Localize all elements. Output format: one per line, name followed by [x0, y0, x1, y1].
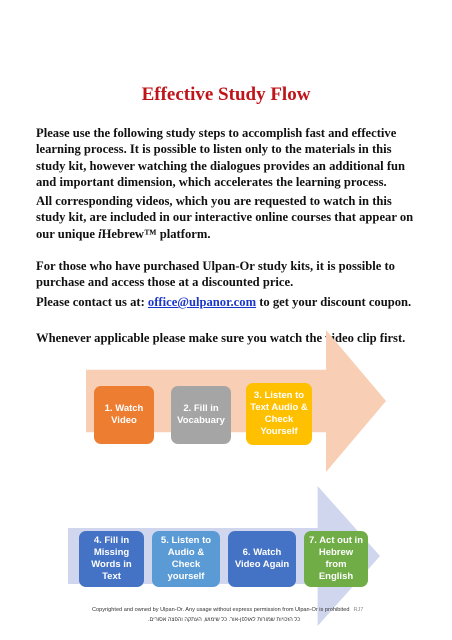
italic-i: i	[98, 226, 102, 241]
page-number: RJ7	[353, 607, 364, 613]
videos-paragraph: All corresponding videos, which you are requested to watch in this study kit, are included in our interactive online courses that appear on our unique iHebrew™ platform.	[36, 194, 414, 241]
step-1-box: 1. Watch Video	[94, 386, 154, 444]
contact-paragraph: Please contact us at: office@ulpanor.com to get your discount coupon.	[36, 295, 412, 309]
step-5-box: 5. Listen to Audio & Check yourself	[152, 531, 220, 587]
copyright-footer: Copyrighted and owned by Ulpan-Or. Any usage without express permission from Ulpan-Or is prohibited RJ7	[92, 607, 364, 613]
page-title: Effective Study Flow	[141, 84, 311, 105]
email-link[interactable]: office@ulpanor.com	[147, 295, 257, 309]
hebrew-copyright-footer: כל הזכויות שמורות לאולפן-אור. כל שימוש, העתקה והפצה אסורים.	[148, 617, 301, 623]
step-6-box: 6. Watch Video Again	[228, 531, 296, 587]
step-3-box: 3. Listen to Text Audio & Check Yourself	[246, 383, 312, 445]
step-2-box: 2. Fill in Vocabuary	[171, 386, 231, 444]
video-first-paragraph: Whenever applicable please make sure you watch the video clip first.	[36, 331, 406, 345]
purchase-paragraph: For those who have purchased Ulpan-Or study kits, it is possible to purchase and access those at a discounted price.	[36, 259, 395, 290]
step-4-box: 4. Fill in Missing Words in Text	[79, 531, 144, 587]
step-7-box: 7. Act out in Hebrew from English	[304, 531, 368, 587]
intro-paragraph: Please use the following study steps to accomplish fast and effective learning process. It is possible to listen only to the materials in this study kit, however watching the dialogues provides an additional fun and important dimension, which accelerates the learning process.	[36, 126, 406, 190]
